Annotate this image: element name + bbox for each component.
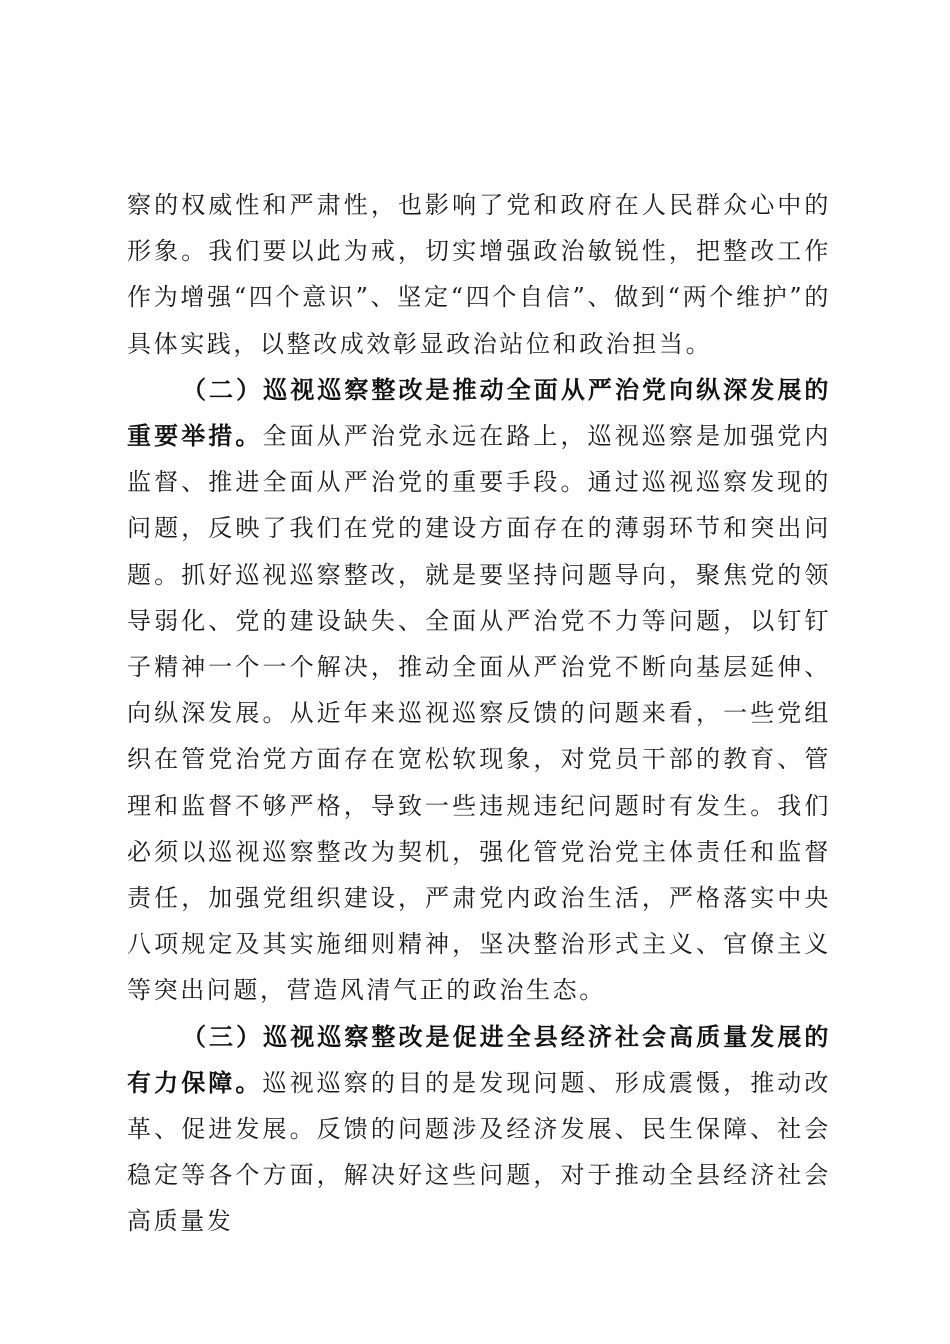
document-page bbox=[127, 182, 831, 1245]
paragraph-text: 察的权威性和严肃性，也影响了党和政府在人民群众心中的形象。我们要以此为戒，切实增强政治敏锐性，把整改工作作为增强“四个意识”、坚定“四个自信”、做到“两个维护”的具体实践，以整改成效彰显政治站位和政治担当。 bbox=[127, 191, 831, 358]
section-heading: （三）巡视巡察整改是促进全县经济社会高质量发展的有力保障。 bbox=[127, 1022, 831, 1097]
paragraph-text: 巡视巡察的目的是发现问题、形成震慑，推动改革、促进发展。反馈的问题涉及经济发展、民生保障、社会稳定等各个方面，解决好这些问题，对于推动全县经济社会高质量发 bbox=[127, 1068, 831, 1236]
paragraph-section-2 bbox=[127, 367, 831, 1014]
section-heading: （二）巡视巡察整改是推动全面从严治党向纵深发展的重要举措。 bbox=[127, 375, 831, 451]
paragraph-section-3 bbox=[127, 1014, 831, 1245]
paragraph-continuation bbox=[127, 182, 831, 367]
paragraph-text: 全面从严治党永远在路上，巡视巡察是加强党内监督、推进全面从严治党的重要手段。通过巡视巡察发现的问题，反映了我们在党的建设方面存在的薄弱环节和突出问题。抓好巡视巡察整改，就是要坚持问题导向，聚焦党的领导弱化、党的建设缺失、全面从严治党不力等问题，以钉钉子精神一个一个解决，推动全面从严治党不断向基层延伸、向纵深发展。从近年来巡视巡察反馈的问题来看，一些党组织在管党治党方面存在宽松软现象，对党员干部的教育、管理和监督不够严格，导致一些违规违纪问题时有发生。我们必须以巡视巡察整改为契机，强化管党治党主体责任和监督责任，加强党组织建设，严肃党内政治生活，严格落实中央八项规定及其实施细则精神，坚决整治形式主义、官僚主义等突出问题，营造风清气正的政治生态。 bbox=[127, 422, 831, 1005]
